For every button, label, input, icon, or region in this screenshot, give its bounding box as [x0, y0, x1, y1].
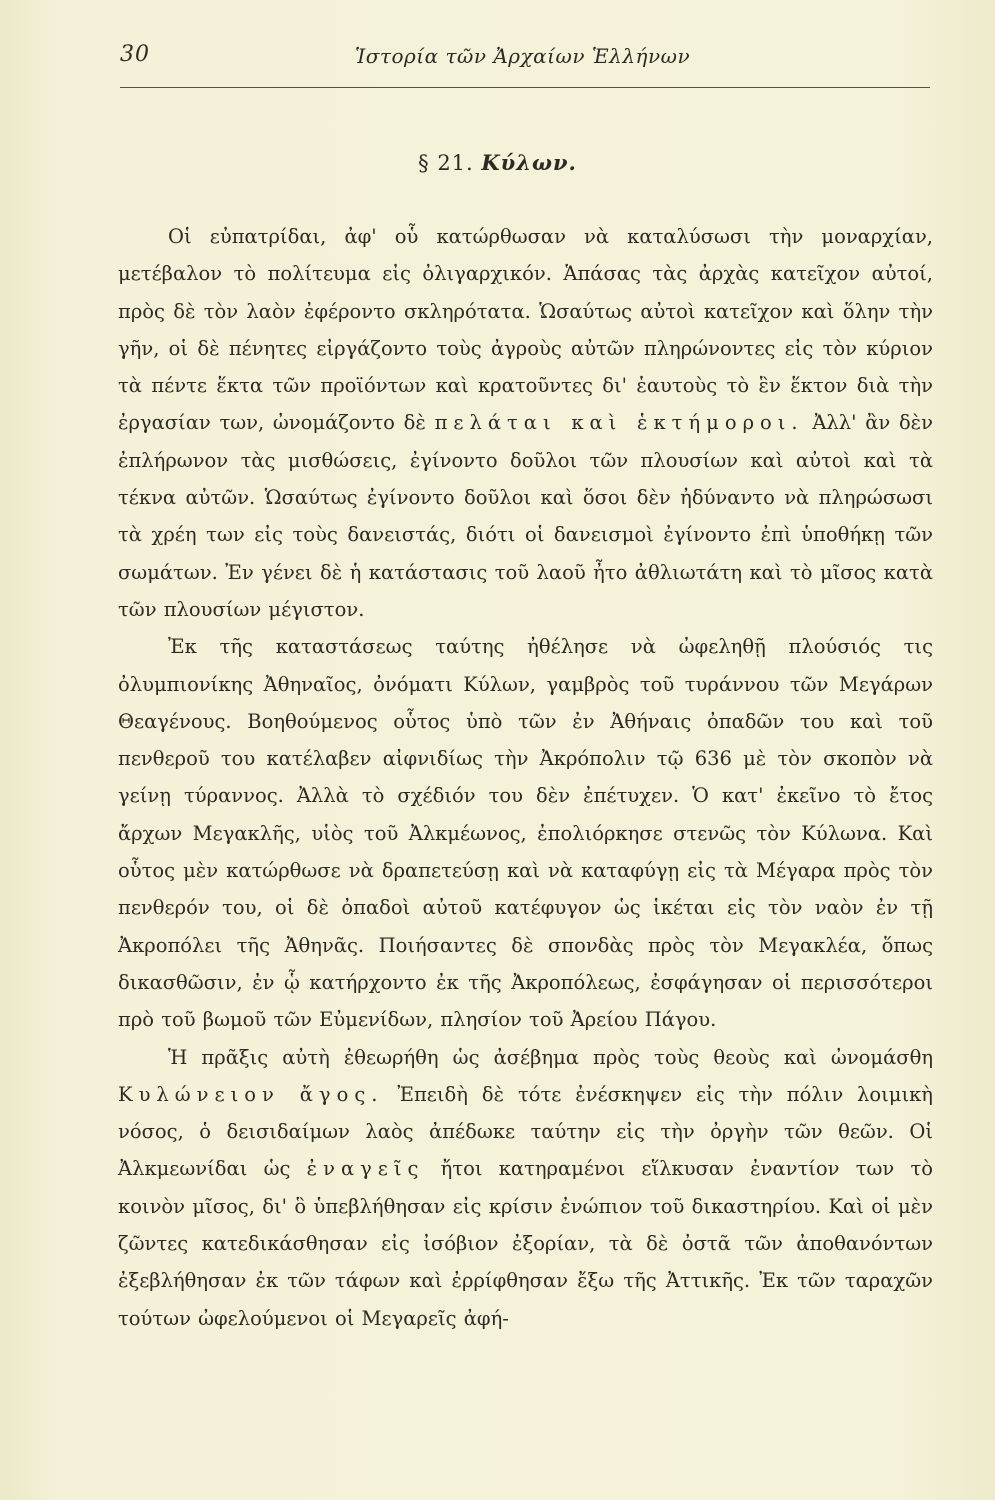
paragraph-3: [118, 1039, 933, 1337]
paragraph-text: Ἐκ τῆς καταστάσεως ταύτης ἠθέλησε νὰ ὠφεληθῇ πλούσιός τις ὀλυμπιονίκης Ἀθηναῖος, ὀνόματι Κύλων, γαμβρὸς τοῦ τυράννου τῶν Μεγάρων Θεαγένους. Βοηθούμενος οὗτος ὑπὸ τῶν ἐν Ἀθήναις ὀπαδῶν του καὶ τοῦ πενθεροῦ του κατέλαβεν αἰφνιδίως τὴν Ἀκρόπολιν τῷ 636 μὲ τὸν σκοπὸν νὰ γείνῃ τύραννος. Ἀλλὰ τὸ σχέδιόν του δὲν ἐπέτυχεν. Ὁ κατ' ἐκεῖνο τὸ ἔτος ἄρχων Μεγακλῆς, υἱὸς τοῦ Ἀλκμέωνος, ἐπολιόρκησε στενῶς τὸν Κύλωνα. Καὶ οὗτος μὲν κατώρθωσε νὰ δραπετεύσῃ καὶ νὰ καταφύγῃ εἰς τὰ Μέγαρα πρὸς τὸν πενθερόν του, οἱ δὲ ὀπαδοὶ αὐτοῦ κατέφυγον ὡς ἱκέται εἰς τὸν ναὸν ἐν τῇ Ἀκροπόλει τῆς Ἀθηνᾶς. Ποιήσαντες δὲ σπονδὰς πρὸς τὸν Μεγακλέα, ὅπως δικασθῶσιν, ἐν ᾧ κατήρχοντο ἐκ τῆς Ἀκροπόλεως, ἐσφάγησαν οἱ περισσότεροι πρὸ τοῦ βωμοῦ τῶν Εὐμενίδων, πλησίον τοῦ Ἀρείου Πάγου.: [118, 635, 933, 1032]
body-text: [118, 218, 933, 1337]
paragraph-1: [118, 218, 933, 628]
running-title: Ἱστορία τῶν Ἀρχαίων Ἑλλήνων: [355, 44, 691, 68]
section-number: § 21.: [418, 151, 474, 175]
spaced-term: Κυλώνειον ἄγος.: [118, 1082, 384, 1106]
paragraph-2: [118, 628, 933, 1038]
section-heading: [0, 150, 995, 175]
paragraph-text: Ἀλλ' ἂν δὲν ἐπλήρωνον τὰς μισθώσεις, ἐγίνοντο δοῦλοι τῶν πλουσίων καὶ αὐτοὶ καὶ τὰ τέκνα αὐτῶν. Ὡσαύτως ἐγίνοντο δοῦλοι καὶ ὅσοι δὲν ἠδύναντο νὰ πληρώσωσι τὰ χρέη των εἰς τοὺς δανειστάς, διότι οἱ δανεισμοὶ ἐγίνοντο ἐπὶ ὑποθήκῃ τῶν σωμάτων. Ἐν γένει δὲ ἡ κατάστασις τοῦ λαοῦ ἦτο ἀθλιωτάτη καὶ τὸ μῖσος κατὰ τῶν πλουσίων μέγιστον.: [118, 411, 934, 621]
section-title: Κύλων.: [481, 150, 577, 175]
spaced-term: ἐναγεῖς: [306, 1157, 425, 1181]
page-number: 30: [120, 42, 150, 67]
header-rule: [120, 87, 930, 88]
spaced-term: πελάται καὶ ἑκτήμοροι.: [434, 411, 804, 435]
paragraph-text: ἤτοι κατηραμένοι εἵλκυσαν ἐναντίον των τὸ κοινὸν μῖσος, δι' ὃ ὑπεβλήθησαν εἰς κρίσιν ἐνώπιον τοῦ δικαστηρίου. Καὶ οἱ μὲν ζῶντες κατεδικάσθησαν εἰς ἰσόβιον ἐξορίαν, τὰ δὲ ὀστᾶ τῶν ἀποθανόντων ἐξεβλήθησαν ἐκ τῶν τάφων καὶ ἐρρίφθησαν ἔξω τῆς Ἀττικῆς. Ἐκ τῶν ταραχῶν τούτων ὠφελούμενοι οἱ Μεγαρεῖς ἀφή-: [118, 1157, 933, 1330]
paragraph-text: Οἱ εὐπατρίδαι, ἀφ' οὗ κατώρθωσαν νὰ καταλύσωσι τὴν μοναρχίαν, μετέβαλον τὸ πολίτευμα εἰς ὀλιγαρχικόν. Ἁπάσας τὰς ἀρχὰς κατεῖχον αὐτοί, πρὸς δὲ τὸν λαὸν ἐφέροντο σκληρότατα. Ὡσαύτως αὐτοὶ κατεῖχον καὶ ὅλην τὴν γῆν, οἱ δὲ πένητες εἰργάζοντο τοὺς ἀγροὺς αὐτῶν πληρώνοντες εἰς τὸν κύριον τὰ πέντε ἕκτα τῶν προϊόντων καὶ κρατοῦντες δι' ἑαυτοὺς τὸ ἓν ἕκτον διὰ τὴν ἐργασίαν των, ὠνομάζοντο δὲ: [118, 225, 933, 435]
page-header: [120, 42, 910, 82]
paragraph-text: Ἐπειδὴ δὲ τότε ἐνέσκηψεν εἰς τὴν πόλιν λοιμικὴ νόσος, ὁ δεισιδαίμων λαὸς ἀπέδωκε ταύτην εἰς τὴν ὀργὴν τῶν θεῶν. Οἱ Ἀλκμεωνίδαι ὡς: [118, 1082, 933, 1181]
paragraph-text: Ἡ πρᾶξις αὐτὴ ἐθεωρήθη ὡς ἀσέβημα πρὸς τοὺς θεοὺς καὶ ὠνομάσθη: [168, 1045, 933, 1069]
